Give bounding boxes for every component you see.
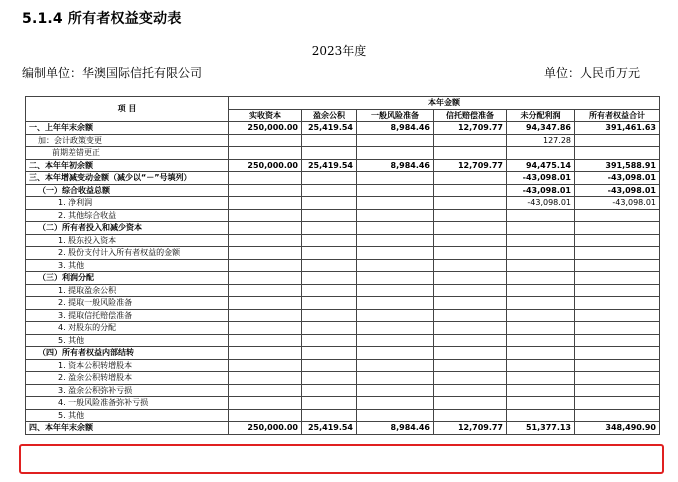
cell-value: 12,709.77 (434, 122, 507, 135)
table-row (26, 422, 660, 435)
cell-value (507, 384, 575, 397)
row-label: 二、本年年初余额 (26, 159, 229, 172)
cell-value (357, 322, 434, 335)
cell-value (507, 209, 575, 222)
row-label: 2. 股份支付计入所有者权益的金额 (26, 247, 229, 260)
cell-value (434, 147, 507, 160)
cell-value (357, 397, 434, 410)
cell-value: 250,000.00 (229, 122, 302, 135)
cell-value (434, 309, 507, 322)
cell-value (229, 397, 302, 410)
cell-value: -43,098.01 (507, 197, 575, 210)
cell-value (229, 209, 302, 222)
table-row (26, 147, 660, 160)
table-row (26, 284, 660, 297)
equity-changes-table (25, 96, 660, 435)
cell-value: 348,490.90 (575, 422, 660, 435)
cell-value (229, 222, 302, 235)
table-row (26, 309, 660, 322)
cell-value (507, 409, 575, 422)
row-label: 1. 股东投入资本 (26, 234, 229, 247)
table-row (26, 334, 660, 347)
cell-value (434, 397, 507, 410)
col-header: 未分配利润 (507, 109, 575, 122)
cell-value (357, 197, 434, 210)
cell-value (302, 222, 357, 235)
cell-value (357, 372, 434, 385)
cell-value (357, 297, 434, 310)
row-label: 3. 其他 (26, 259, 229, 272)
cell-value (302, 184, 357, 197)
table-row (26, 372, 660, 385)
cell-value (229, 347, 302, 360)
row-label: 2. 提取一般风险准备 (26, 297, 229, 310)
cell-value (357, 222, 434, 235)
row-label: （二）所有者投入和减少资本 (26, 222, 229, 235)
row-label: 5. 其他 (26, 409, 229, 422)
cell-value (302, 297, 357, 310)
table-row (26, 259, 660, 272)
row-label: （一）综合收益总额 (26, 184, 229, 197)
cell-value (575, 384, 660, 397)
cell-value (357, 209, 434, 222)
cell-value (575, 247, 660, 260)
col-header: 信托赔偿准备 (434, 109, 507, 122)
cell-value (575, 234, 660, 247)
cell-value (302, 384, 357, 397)
cell-value (302, 409, 357, 422)
cell-value (434, 197, 507, 210)
cell-value: 25,419.54 (302, 422, 357, 435)
cell-value (357, 147, 434, 160)
cell-value (229, 234, 302, 247)
cell-value (575, 297, 660, 310)
cell-value: 8,984.46 (357, 159, 434, 172)
row-label: 四、本年年末余额 (26, 422, 229, 435)
cell-value (229, 322, 302, 335)
row-label: 1. 提取盈余公积 (26, 284, 229, 297)
cell-value (302, 372, 357, 385)
cell-value (357, 384, 434, 397)
cell-value (434, 297, 507, 310)
cell-value (229, 409, 302, 422)
cell-value (229, 197, 302, 210)
cell-value (434, 359, 507, 372)
cell-value (434, 409, 507, 422)
table-row (26, 359, 660, 372)
row-label: 4. 对股东的分配 (26, 322, 229, 335)
col-header: 一般风险准备 (357, 109, 434, 122)
table-row (26, 184, 660, 197)
cell-value (434, 247, 507, 260)
cell-value (229, 384, 302, 397)
cell-value: 391,461.63 (575, 122, 660, 135)
cell-value (357, 359, 434, 372)
row-label: （四）所有者权益内部结转 (26, 347, 229, 360)
table-row (26, 322, 660, 335)
cell-value (434, 234, 507, 247)
cell-value (575, 409, 660, 422)
cell-value (434, 184, 507, 197)
cell-value (229, 147, 302, 160)
cell-value (357, 172, 434, 185)
cell-value (357, 409, 434, 422)
row-label: 2. 其他综合收益 (26, 209, 229, 222)
cell-value: 94,347.86 (507, 122, 575, 135)
cell-value (575, 147, 660, 160)
cell-value (434, 284, 507, 297)
cell-value (229, 172, 302, 185)
cell-value (507, 359, 575, 372)
row-label: 三、本年增减变动金额（减少以“－”号填列） (26, 172, 229, 185)
cell-value (302, 334, 357, 347)
cell-value (302, 309, 357, 322)
cell-value (434, 172, 507, 185)
cell-value (575, 209, 660, 222)
cell-value (575, 259, 660, 272)
cell-value: 12,709.77 (434, 422, 507, 435)
cell-value (302, 247, 357, 260)
col-header: 实收资本 (229, 109, 302, 122)
currency-unit: 单位：人民币万元 (543, 66, 640, 80)
cell-value (229, 247, 302, 260)
table-row (26, 409, 660, 422)
cell-value (357, 134, 434, 147)
cell-value (302, 234, 357, 247)
cell-value (302, 147, 357, 160)
table-row (26, 122, 660, 135)
cell-value (434, 372, 507, 385)
row-label: 加：会计政策变更 (26, 134, 229, 147)
cell-value: 12,709.77 (434, 159, 507, 172)
year-end-balance-highlight (19, 444, 664, 474)
row-label: 4. 一般风险准备弥补亏损 (26, 397, 229, 410)
cell-value (575, 134, 660, 147)
cell-value (229, 284, 302, 297)
cell-value (229, 272, 302, 285)
cell-value: 8,984.46 (357, 422, 434, 435)
cell-value: -43,098.01 (507, 184, 575, 197)
cell-value: -43,098.01 (575, 197, 660, 210)
cell-value (507, 247, 575, 260)
cell-value: 25,419.54 (302, 122, 357, 135)
cell-value (507, 347, 575, 360)
cell-value (434, 259, 507, 272)
cell-value (229, 372, 302, 385)
cell-value (357, 347, 434, 360)
cell-value (357, 234, 434, 247)
cell-value: -43,098.01 (507, 172, 575, 185)
cell-value (507, 147, 575, 160)
reporting-entity: 编制单位：华澳国际信托有限公司 (22, 66, 203, 80)
row-label: 前期差错更正 (26, 147, 229, 160)
cell-value (507, 272, 575, 285)
cell-value: 94,475.14 (507, 159, 575, 172)
cell-value: 250,000.00 (229, 422, 302, 435)
cell-value (575, 322, 660, 335)
cell-value (507, 309, 575, 322)
cell-value (434, 334, 507, 347)
cell-value (434, 209, 507, 222)
cell-value (357, 309, 434, 322)
cell-value (357, 272, 434, 285)
row-label: 3. 提取信托赔偿准备 (26, 309, 229, 322)
cell-value (575, 284, 660, 297)
row-label: 1. 资本公积转增股本 (26, 359, 229, 372)
cell-value (434, 272, 507, 285)
table-row (26, 172, 660, 185)
row-label: （三）利润分配 (26, 272, 229, 285)
cell-value (575, 272, 660, 285)
cell-value (229, 359, 302, 372)
cell-value (434, 322, 507, 335)
cell-value (434, 347, 507, 360)
cell-value (507, 297, 575, 310)
cell-value: 250,000.00 (229, 159, 302, 172)
cell-value (434, 222, 507, 235)
report-year: 2023年度 (311, 44, 367, 58)
table-row (26, 384, 660, 397)
table-row (26, 247, 660, 260)
table-row (26, 222, 660, 235)
cell-value (434, 134, 507, 147)
cell-value (357, 334, 434, 347)
cell-value (507, 259, 575, 272)
cell-value (302, 272, 357, 285)
cell-value (229, 309, 302, 322)
table-row (26, 159, 660, 172)
cell-value (507, 397, 575, 410)
row-label: 1. 净利润 (26, 197, 229, 210)
row-label: 一、上年年末余额 (26, 122, 229, 135)
cell-value (575, 222, 660, 235)
cell-value (575, 309, 660, 322)
cell-value (229, 334, 302, 347)
cell-value (302, 134, 357, 147)
cell-value: 8,984.46 (357, 122, 434, 135)
cell-value (302, 259, 357, 272)
table-row (26, 234, 660, 247)
header-group: 本年金额 (229, 97, 660, 110)
cell-value: 25,419.54 (302, 159, 357, 172)
cell-value (507, 334, 575, 347)
cell-value (434, 384, 507, 397)
cell-value (229, 134, 302, 147)
cell-value (302, 397, 357, 410)
cell-value (507, 222, 575, 235)
cell-value (229, 184, 302, 197)
table-body (26, 122, 660, 435)
cell-value (507, 372, 575, 385)
cell-value (302, 322, 357, 335)
section-heading: 5.1.4 所有者权益变动表 (22, 11, 182, 27)
cell-value: 391,588.91 (575, 159, 660, 172)
cell-value (302, 347, 357, 360)
cell-value (575, 347, 660, 360)
cell-value (357, 259, 434, 272)
cell-value (229, 297, 302, 310)
cell-value (575, 397, 660, 410)
col-header: 盈余公积 (302, 109, 357, 122)
cell-value (229, 259, 302, 272)
cell-value (575, 359, 660, 372)
header-item: 项 目 (26, 97, 229, 122)
cell-value: 51,377.13 (507, 422, 575, 435)
cell-value: -43,098.01 (575, 184, 660, 197)
table-row (26, 297, 660, 310)
cell-value (575, 334, 660, 347)
cell-value (302, 359, 357, 372)
cell-value (575, 372, 660, 385)
table-row (26, 134, 660, 147)
cell-value (302, 284, 357, 297)
cell-value (302, 209, 357, 222)
col-header: 所有者权益合计 (575, 109, 660, 122)
cell-value (507, 284, 575, 297)
cell-value: -43,098.01 (575, 172, 660, 185)
row-label: 5. 其他 (26, 334, 229, 347)
table-row (26, 272, 660, 285)
cell-value (507, 322, 575, 335)
cell-value (302, 172, 357, 185)
table-row (26, 347, 660, 360)
row-label: 3. 盈余公积弥补亏损 (26, 384, 229, 397)
cell-value (302, 197, 357, 210)
cell-value: 127.28 (507, 134, 575, 147)
cell-value (357, 247, 434, 260)
cell-value (357, 284, 434, 297)
table-row (26, 397, 660, 410)
cell-value (507, 234, 575, 247)
header-row-group (26, 97, 660, 110)
table-row (26, 209, 660, 222)
row-label: 2. 盈余公积转增股本 (26, 372, 229, 385)
table-row (26, 197, 660, 210)
cell-value (357, 184, 434, 197)
